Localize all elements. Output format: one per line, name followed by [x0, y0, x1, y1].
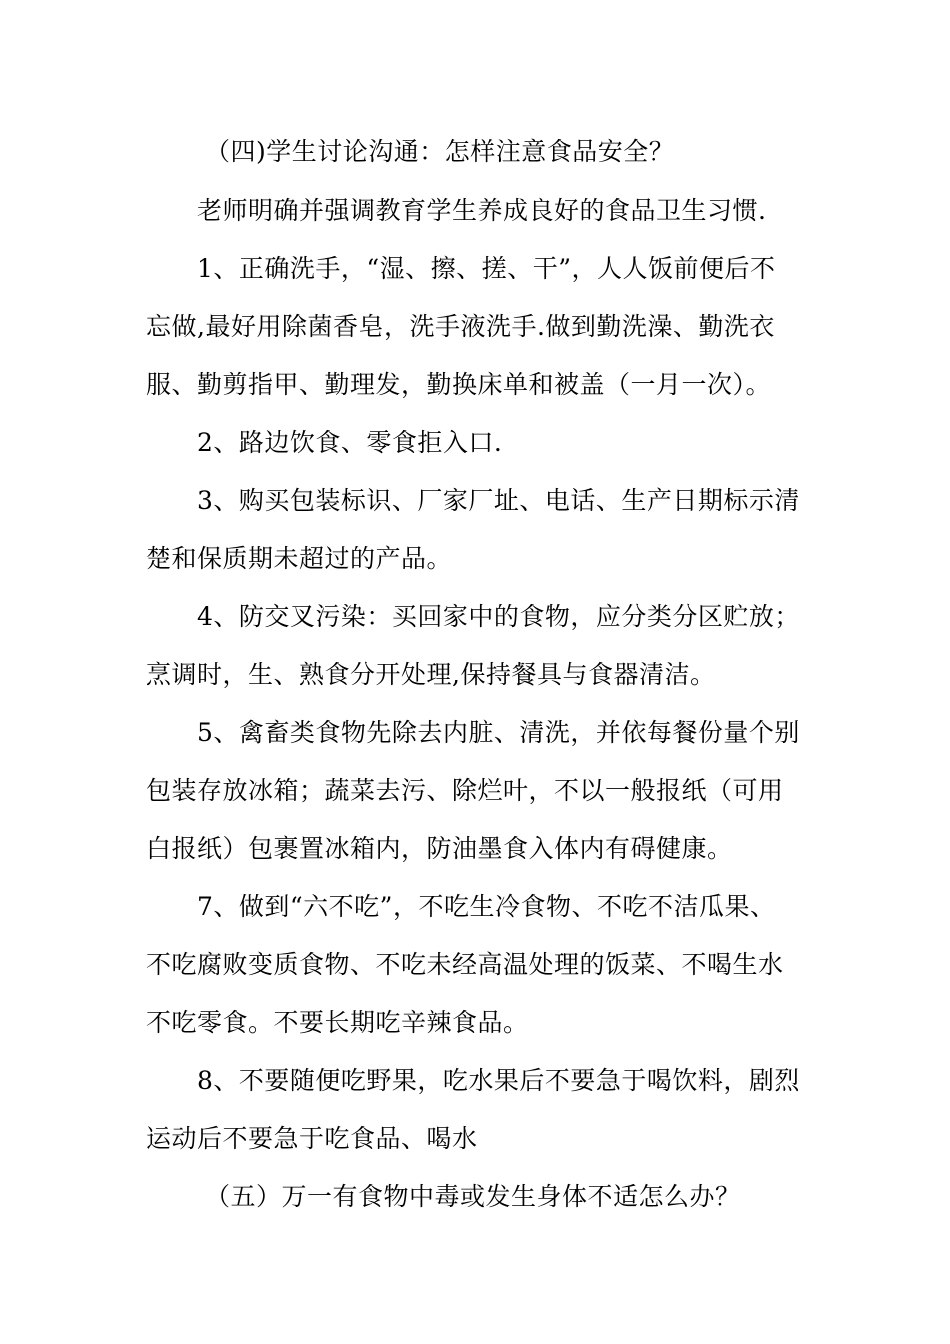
list-item-3-line: 3、购买包装标识、厂家厂址、电话、生产日期标示清 — [197, 486, 800, 515]
list-item-1-line: 忘做,最好用除菌香皂，洗手液洗手.做到勤洗澡、勤洗衣 — [146, 312, 775, 341]
list-item-8-line: 8、不要随便吃野果，吃水果后不要急于喝饮料，剧烈 — [197, 1066, 800, 1095]
section-heading-5: （五）万一有食物中毒或发生身体不适怎么办？ — [205, 1182, 741, 1211]
list-item-5-line: 5、禽畜类食物先除去内脏、清洗，并依每餐份量个别 — [197, 718, 800, 747]
list-item-1-line: 服、勤剪指甲、勤理发，勤换床单和被盖（一月一次）。 — [146, 370, 772, 399]
list-item-5-line: 包装存放冰箱；蔬菜去污、除烂叶，不以一般报纸（可用 — [146, 776, 784, 805]
list-item-7-line: 不吃零食。不要长期吃辛辣食品。 — [146, 1008, 529, 1037]
list-item-3-line: 楚和保质期未超过的产品。 — [146, 544, 453, 573]
section-heading-4: （四)学生讨论沟通：怎样注意食品安全？ — [205, 137, 675, 166]
list-item-7-line: 不吃腐败变质食物、不吃未经高温处理的饭菜、不喝生水 — [146, 950, 784, 979]
list-item-4-line: 烹调时，生、熟食分开处理,保持餐具与食器清洁。 — [146, 660, 716, 689]
list-item-8-line: 运动后不要急于吃食品、喝水 — [146, 1124, 478, 1153]
paragraph-line: 老师明确并强调教育学生养成良好的食品卫生习惯. — [197, 196, 767, 225]
list-item-5-line: 白报纸）包裹置冰箱内，防油墨食入体内有碍健康。 — [146, 834, 733, 863]
list-item-7-line: 7、做到“六不吃”，不吃生冷食物、不吃不洁瓜果、 — [197, 892, 776, 921]
list-item-2-line: 2、路边饮食、零食拒入口. — [197, 428, 503, 457]
list-item-4-line: 4、防交叉污染：买回家中的食物，应分类分区贮放； — [197, 602, 800, 631]
list-item-1-line: 1、正确洗手，“湿、擦、搓、干”，人人饭前便后不 — [197, 254, 776, 283]
